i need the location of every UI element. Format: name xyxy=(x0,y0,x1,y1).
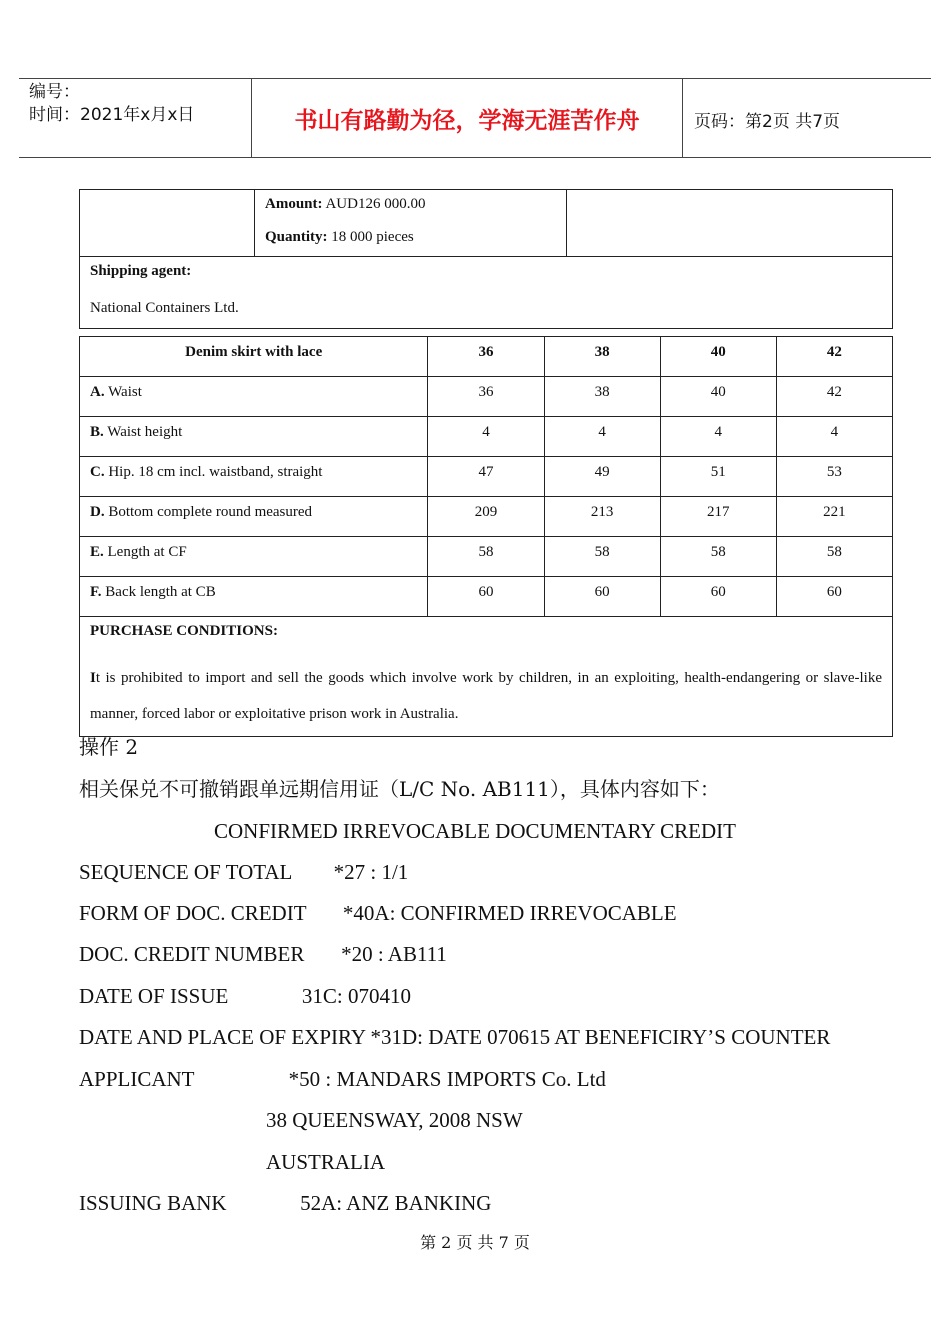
quantity-label: Quantity: xyxy=(265,229,328,245)
measure-label: Waist height xyxy=(107,424,183,440)
value-cell: 4 xyxy=(660,417,776,457)
value-cell: 58 xyxy=(776,537,892,577)
measure-name-cell xyxy=(80,497,428,537)
value-cell: 47 xyxy=(428,457,544,497)
operation-title: 操作 2 xyxy=(79,735,139,759)
measure-label: Length at CF xyxy=(107,544,187,560)
empty-cell xyxy=(80,190,255,257)
table-row xyxy=(80,377,893,417)
value-cell: 209 xyxy=(428,497,544,537)
value-cell: 4 xyxy=(428,417,544,457)
measure-code: A. xyxy=(90,384,105,400)
value-cell: 58 xyxy=(428,537,544,577)
table-row xyxy=(80,457,893,497)
lc-line: DOC. CREDIT NUMBER *20 : AB111 xyxy=(79,942,447,966)
document-time-label: 时间：2021年x月x日 xyxy=(29,105,195,125)
quantity-value: 18 000 pieces xyxy=(331,229,414,245)
lc-line: AUSTRALIA xyxy=(266,1150,385,1174)
lc-title: CONFIRMED IRREVOCABLE DOCUMENTARY CREDIT xyxy=(214,819,736,843)
quantity-line xyxy=(265,213,556,256)
table-row xyxy=(80,577,893,617)
page-header xyxy=(19,78,931,158)
measure-code: C. xyxy=(90,464,105,480)
amount-line xyxy=(265,190,556,213)
value-cell: 221 xyxy=(776,497,892,537)
measure-label: Back length at CB xyxy=(105,584,216,600)
shipping-agent-value: National Containers Ltd. xyxy=(90,300,239,316)
value-cell: 49 xyxy=(544,457,660,497)
conditions-initial: I xyxy=(90,670,96,686)
value-cell: 4 xyxy=(544,417,660,457)
conditions-body: t is prohibited to import and sell the goods which involve work by children, in an exploiting, health-endangering or slave-like manner, forced labor or exploitative prison work in Australia. xyxy=(90,670,882,722)
value-cell: 42 xyxy=(776,377,892,417)
value-cell: 60 xyxy=(544,577,660,617)
header-cell: 36 xyxy=(428,337,544,377)
empty-cell xyxy=(567,190,893,257)
value-cell: 58 xyxy=(660,537,776,577)
header-cell: 40 xyxy=(660,337,776,377)
value-cell: 38 xyxy=(544,377,660,417)
value-cell: 53 xyxy=(776,457,892,497)
value-cell: 36 xyxy=(428,377,544,417)
value-cell: 60 xyxy=(428,577,544,617)
measure-name-cell xyxy=(80,417,428,457)
measure-code: D. xyxy=(90,504,105,520)
purchase-conditions-title: PURCHASE CONDITIONS: xyxy=(90,623,278,639)
measure-code: B. xyxy=(90,424,104,440)
amount-value: AUD126 000.00 xyxy=(325,196,426,212)
header-divider xyxy=(682,79,683,157)
lc-line: SEQUENCE OF TOTAL *27 : 1/1 xyxy=(79,860,409,884)
size-spec-table xyxy=(79,336,893,737)
lc-line: 38 QUEENSWAY, 2008 NSW xyxy=(266,1108,523,1132)
amount-label: Amount: xyxy=(265,196,323,212)
measure-name-cell xyxy=(80,377,428,417)
order-info-table xyxy=(79,189,893,329)
value-cell: 60 xyxy=(660,577,776,617)
header-page-number: 页码：第2页 共7页 xyxy=(694,112,841,132)
lc-line: DATE AND PLACE OF EXPIRY *31D: DATE 070615 AT BENEFICIRY’S COUNTER xyxy=(79,1025,831,1049)
value-cell: 4 xyxy=(776,417,892,457)
shipping-agent-label: Shipping agent: xyxy=(90,263,192,279)
table-row xyxy=(80,497,893,537)
value-cell: 51 xyxy=(660,457,776,497)
header-cell: Denim skirt with lace xyxy=(80,337,428,377)
page-footer: 第 2 页 共 7 页 xyxy=(420,1233,530,1252)
purchase-conditions-cell xyxy=(80,617,893,737)
header-meta xyxy=(29,81,251,127)
measure-label: Bottom complete round measured xyxy=(108,504,313,520)
measure-code: F. xyxy=(90,584,102,600)
measure-code: E. xyxy=(90,544,104,560)
value-cell: 213 xyxy=(544,497,660,537)
lc-line: DATE OF ISSUE 31C: 070410 xyxy=(79,984,411,1008)
header-motto: 书山有路勤为径，学海无涯苦作舟 xyxy=(294,107,640,134)
header-cell: 42 xyxy=(776,337,892,377)
measure-name-cell xyxy=(80,577,428,617)
size-table-header xyxy=(80,337,893,377)
table-row xyxy=(80,537,893,577)
measure-label: Waist xyxy=(108,384,142,400)
value-cell: 58 xyxy=(544,537,660,577)
value-cell: 217 xyxy=(660,497,776,537)
measure-name-cell xyxy=(80,537,428,577)
lc-intro: 相关保兑不可撤销跟单远期信用证（L/C No. AB111），具体内容如下： xyxy=(79,777,720,801)
purchase-conditions-row xyxy=(80,617,893,737)
value-cell: 60 xyxy=(776,577,892,617)
document-number-label: 编号： xyxy=(29,82,80,102)
lc-line: ISSUING BANK 52A: ANZ BANKING xyxy=(79,1191,492,1215)
shipping-agent-cell xyxy=(80,257,893,329)
table-row xyxy=(80,417,893,457)
lc-line: APPLICANT *50 : MANDARS IMPORTS Co. Ltd xyxy=(79,1067,606,1091)
purchase-conditions-text xyxy=(90,660,882,732)
lc-line: FORM OF DOC. CREDIT *40A: CONFIRMED IRREVOCABLE xyxy=(79,901,677,925)
header-cell: 38 xyxy=(544,337,660,377)
amount-quantity-cell xyxy=(255,190,567,257)
value-cell: 40 xyxy=(660,377,776,417)
measure-label: Hip. 18 cm incl. waistband, straight xyxy=(108,464,323,480)
measure-name-cell xyxy=(80,457,428,497)
